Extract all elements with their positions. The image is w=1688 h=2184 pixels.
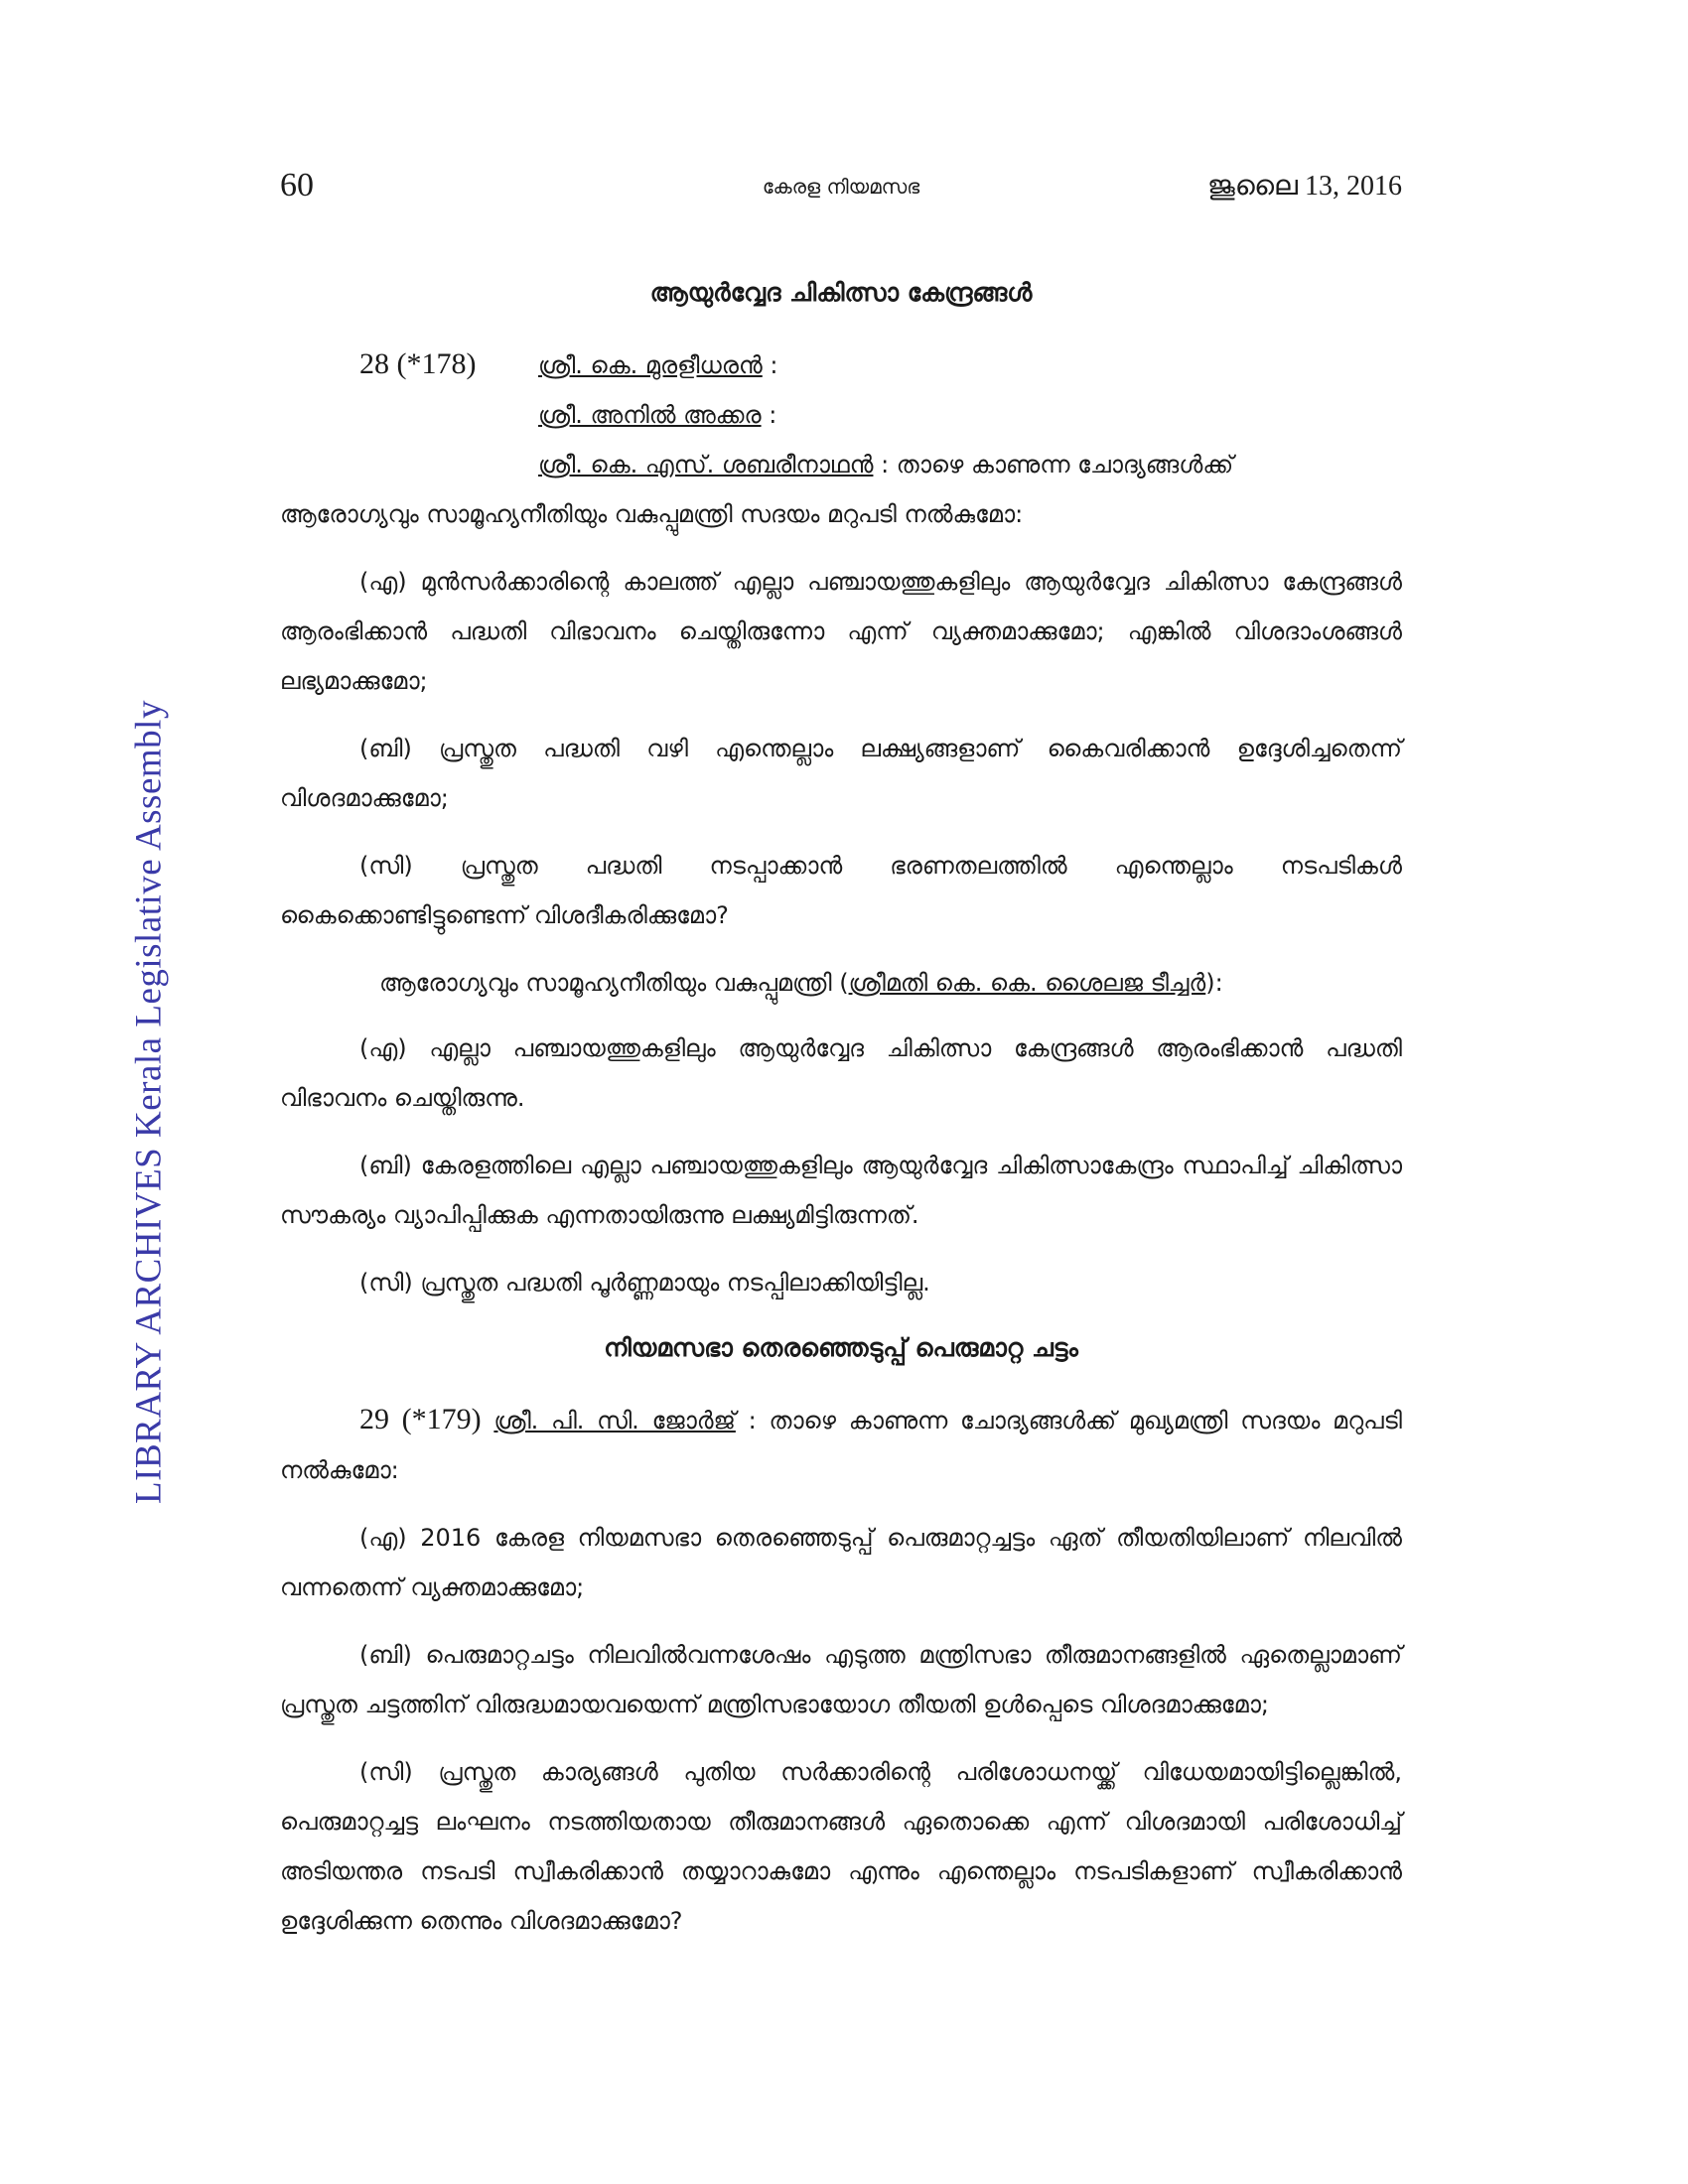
page-content: [280, 268, 1402, 1964]
answer-a: (എ) എല്ലാ പഞ്ചായത്തുകളിലും ആയുർവ്വേദ ചികിത്സാ കേന്ദ്രങ്ങൾ ആരംഭിക്കാൻ പദ്ധതി വിഭാവനം ചെയ്തിരുന്നു.: [280, 1034, 1402, 1112]
member-name: ശ്രീ. കെ. മുരളീധരൻ: [538, 351, 763, 379]
section-title-ayurveda: ആയുർവ്വേദ ചികിത്സാ കേന്ദ്രങ്ങൾ: [649, 278, 1033, 307]
question-number: 29 (*179): [359, 1403, 482, 1435]
publication-title: കേരള നിയമസഭ: [762, 175, 920, 199]
question-b: (ബി) പ്രസ്തുത പദ്ധതി വഴി എന്തെല്ലാം ലക്ഷ്യങ്ങളാണ് കൈവരിക്കാൻ ഉദ്ദേശിച്ചതെന്ന് വിശദമാക്കുമോ;: [280, 735, 1402, 812]
archive-watermark: LIBRARY ARCHIVES Kerala Legislative Assembly: [128, 700, 170, 1504]
minister-name: ശ്രീമതി കെ. കെ. ശൈലജ ടീച്ചർ: [848, 969, 1206, 997]
question-number: 28 (*178): [359, 347, 477, 380]
page-header: [280, 167, 1402, 216]
question-b: (ബി) പെരുമാറ്റചട്ടം നിലവിൽവന്നശേഷം എടുത്ത മന്ത്രിസഭാ തീരുമാനങ്ങളിൽ ഏതെല്ലാമാണ് പ്രസ്തുത ചട്ടത്തിന് വിരുദ്ധമായവയെന്ന് മന്ത്രിസഭായോഗ തീയതി ഉൾപ്പെടെ വിശദമാക്കുമോ;: [280, 1641, 1402, 1718]
question-a: (എ) 2016 കേരള നിയമസഭാ തെരഞ്ഞെടുപ്പ് പെരുമാറ്റച്ചട്ടം ഏത് തീയതിയിലാണ് നിലവിൽ വന്നതെന്ന് വ്യക്തമാക്കുമോ;: [280, 1524, 1402, 1601]
member-name: ശ്രീ. കെ. എസ്. ശബരീനാഥൻ: [538, 451, 874, 478]
intro-text: : താഴെ കാണുന്ന ചോദ്യങ്ങൾക്ക്: [881, 451, 1234, 478]
question-c: (സി) പ്രസ്തുത കാര്യങ്ങൾ പുതിയ സർക്കാരിന്റെ പരിശോധനയ്ക്ക് വിധേയമായിട്ടില്ലെങ്കിൽ, പെരുമാറ്റച്ചട്ട ലംഘനം നടത്തിയതായ തീരുമാനങ്ങൾ ഏതൊക്കെ എന്ന് വിശദമായി പരിശോധിച്ച് അടിയന്തര നടപടി സ്വീകരിക്കാൻ തയ്യാറാകുമോ എന്നും എന്തെല്ലാം നടപടികളാണ് സ്വീകരിക്കാൻ ഉദ്ദേശിക്കുന്ന തെന്നും വിശദമാക്കുമോ?: [280, 1758, 1402, 1935]
answer-b: (ബി) കേരളത്തിലെ എല്ലാ പഞ്ചായത്തുകളിലും ആയുർവ്വേദ ചികിത്സാകേന്ദ്രം സ്ഥാപിച്ച് ചികിത്സാ സൗകര്യം വ്യാപിപ്പിക്കുക എന്നതായിരുന്നു ലക്ഷ്യമിട്ടിരുന്നത്.: [280, 1152, 1402, 1229]
member-name: ശ്രീ. അനിൽ അക്കര: [538, 401, 762, 429]
answer-by: ആരോഗ്യവും സാമൂഹ്യനീതിയും വകുപ്പുമന്ത്രി (ശ്രീമതി കെ. കെ. ശൈലജ ടീച്ചർ):: [379, 969, 1223, 997]
publication-date: ജൂലൈ 13, 2016: [1206, 171, 1402, 202]
member-name: ശ്രീ. പി. സി. ജോർജ്: [493, 1407, 736, 1434]
question-28-header: 28 (*178) ശ്രീ. കെ. മുരളീധരൻ : ശ്രീ. അനിൽ അക്കര : ശ്രീ. കെ. എസ്. ശബരീനാഥൻ : താഴെ കാണുന്ന ചോദ്യങ്ങൾക്ക് ആരോഗ്യവും സാമൂഹ്യനീതിയും വകുപ്പുമന്ത്രി സദയം മറുപടി നൽകുമോ:: [280, 340, 1402, 539]
page-number: 60: [280, 167, 314, 204]
section-title-election: നിയമസഭാ തെരഞ്ഞെടുപ്പ് പെരുമാറ്റ ചട്ടം: [604, 1333, 1078, 1362]
intro-text: : താഴെ കാണുന്ന ചോദ്യങ്ങൾക്ക് മുഖ്യമന്ത്രി സദയം മറുപടി നൽകുമോ:: [280, 1407, 1402, 1484]
answer-c: (സി) പ്രസ്തുത പദ്ധതി പൂർണ്ണമായും നടപ്പിലാക്കിയിട്ടില്ല.: [359, 1269, 930, 1297]
intro-text-line2: ആരോഗ്യവും സാമൂഹ്യനീതിയും വകുപ്പുമന്ത്രി സദയം മറുപടി നൽകുമോ:: [280, 500, 1024, 528]
question-a: (എ) മുൻസർക്കാരിന്റെ കാലത്ത് എല്ലാ പഞ്ചായത്തുകളിലും ആയുർവ്വേദ ചികിത്സാ കേന്ദ്രങ്ങൾ ആരംഭിക്കാൻ പദ്ധതി വിഭാവനം ചെയ്തിരുന്നോ എന്ന് വ്യക്തമാക്കുമോ; എങ്കിൽ വിശദാംശങ്ങൾ ലഭ്യമാക്കുമോ;: [280, 568, 1402, 695]
question-29-header: [280, 1395, 1402, 1495]
question-c: (സി) പ്രസ്തുത പദ്ധതി നടപ്പാക്കാൻ ഭരണതലത്തിൽ എന്തെല്ലാം നടപടികൾ കൈക്കൊണ്ടിട്ടുണ്ടെന്ന് വിശദീകരിക്കുമോ?: [280, 852, 1402, 929]
